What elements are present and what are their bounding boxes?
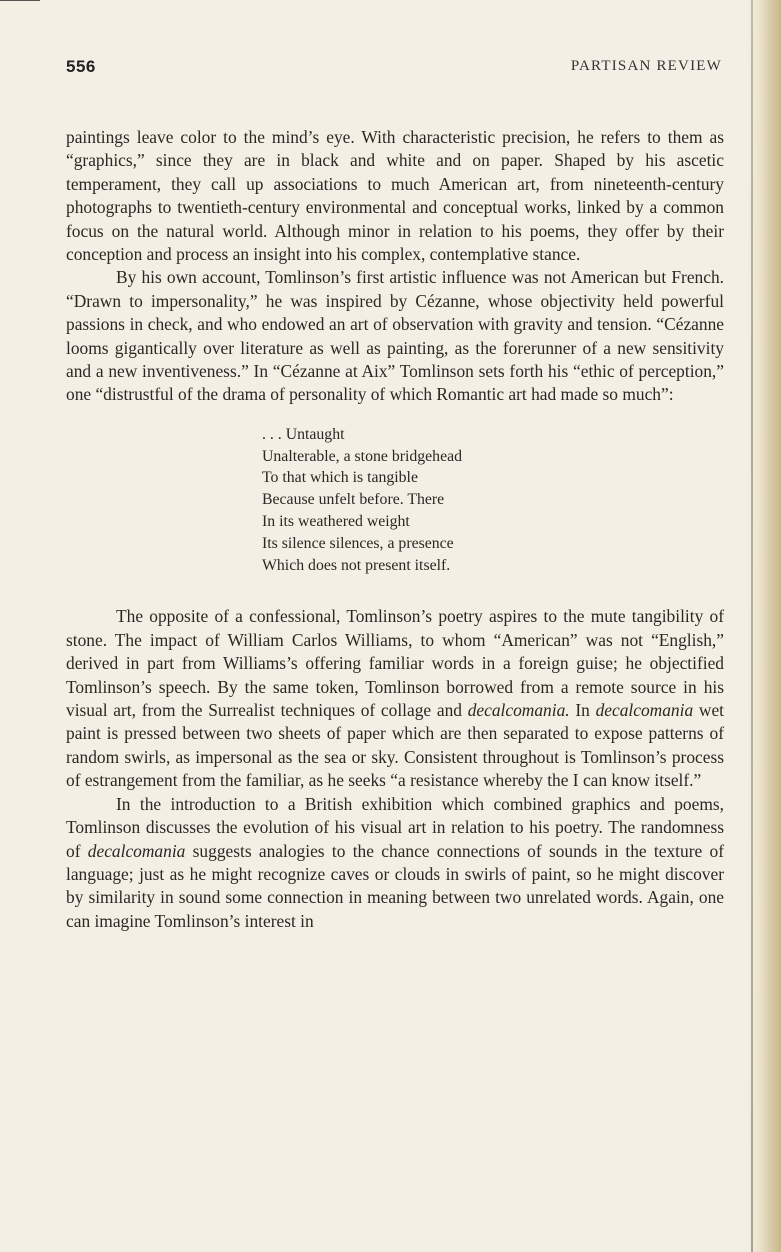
italic-term: decalcomania [595, 700, 694, 721]
top-rule [0, 0, 40, 1]
page-header [66, 57, 722, 81]
verse-line: In its weathered weight [262, 513, 410, 531]
page-number: 556 [66, 57, 96, 76]
paragraph-1: paintings leave color to the mind’s eye. With characteristic precision, he refers to them as “graphics,” since they are in black and white and on paper. Shaped by his ascetic temperament, they call up associations to much American art, from nineteenth-century photographs to twentieth-century environmental and conceptual works, linked by a common focus on the natural world. Although minor in relation to his poems, they offer by their conception and process an insight into his complex, contemplative stance. [66, 127, 724, 265]
verse-line: To that which is tangible [262, 469, 418, 487]
running-head: PARTISAN REVIEW [570, 58, 722, 74]
paragraph-3 [66, 605, 724, 792]
verse-quotation [262, 424, 724, 577]
verse-line: Its silence silences, a presence [262, 534, 454, 552]
page-edge-line [751, 0, 753, 1252]
paragraph-4 [66, 793, 724, 933]
verse-line: . . . Untaught [262, 425, 345, 443]
body-text [66, 126, 724, 933]
verse-line: Unalterable, a stone bridgehead [262, 447, 463, 465]
verse-line: Which does not present itself. [262, 556, 451, 574]
paragraph-3-text: wet paint is pressed between two sheets of paper which are then separated to expose patterns of random swirls, as impersonal as the sea or sky. Consistent throughout is Tomlinson’s process of estrangement from the familiar, as he seeks “a resistance whereby the I can know itself.” [66, 700, 725, 791]
paragraph-4-text: suggests analogies to the chance connections of sounds in the texture of language; just as he might recognize caves or clouds in swirls of paint, so he might discover by similarity in sound some connection in meaning between two unrelated words. Again, one can imagine Tomlinson’s interest in [66, 840, 725, 931]
paragraph-4-text: In the introduction to a British exhibition which combined graphics and poems, Tomlinson discusses the evolution of his visual art in relation to his poetry. The randomness of [66, 793, 724, 861]
italic-term: decalcomania [87, 840, 186, 861]
paragraph-3-text: The opposite of a confessional, Tomlinson’s poetry aspires to the mute tangibility of stone. The impact of William Carlos Williams, to whom “American” was not “English,” derived in part from Williams’s offering familiar words in a foreign guise; he objectified Tomlinson’s speech. By the same token, Tomlinson borrowed from a remote source in his visual art, from the Surrealist techniques of collage and [66, 606, 724, 721]
paragraph-3-text: In [569, 700, 596, 721]
italic-term: decalcomania. [467, 700, 570, 721]
paragraph-2: By his own account, Tomlinson’s first artistic influence was not American but French. “Drawn to impersonality,” he was inspired by Cézanne, whose objectivity held powerful passions in check, and who endowed an art of observation with gravity and tension. “Cézanne looms gigantically over literature as well as painting, as the forerunner of a new sensitivity and a new inventiveness.” In “Cézanne at Aix” Tomlinson sets forth his “ethic of perception,” one “distrustful of the drama of personality of which Romantic art had made so much”: [66, 267, 724, 405]
verse-line: Because unfelt before. There [262, 491, 445, 509]
